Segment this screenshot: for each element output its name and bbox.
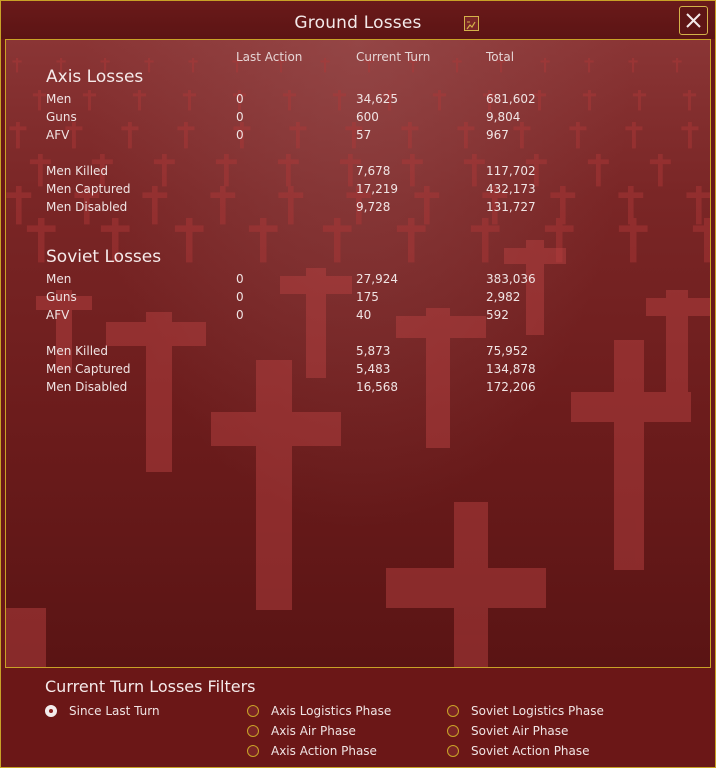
filters-panel: [5, 668, 711, 763]
current-turn-value: 7,678: [356, 164, 391, 178]
title-bar: [1, 1, 715, 39]
row-label: Men Disabled: [46, 200, 128, 214]
row-label: AFV: [46, 128, 70, 142]
map-icon: [464, 16, 479, 31]
row-label: AFV: [46, 308, 70, 322]
total-value: 172,206: [486, 380, 536, 394]
current-turn-value: 17,219: [356, 182, 398, 196]
total-value: 131,727: [486, 200, 536, 214]
table-row: [6, 92, 706, 110]
radio-button[interactable]: [247, 705, 259, 717]
column-header-current-turn: Current Turn: [356, 50, 431, 64]
window-title: Ground Losses: [294, 13, 422, 33]
table-row: [6, 380, 706, 398]
row-label: Men Captured: [46, 362, 131, 376]
close-icon: [685, 12, 702, 29]
total-value: 383,036: [486, 272, 536, 286]
filter-option-label: Soviet Air Phase: [471, 724, 569, 738]
current-turn-value: 34,625: [356, 92, 398, 106]
row-label: Men: [46, 92, 72, 106]
table-row: [6, 164, 706, 182]
total-value: 967: [486, 128, 509, 142]
total-value: 681,602: [486, 92, 536, 106]
table-row: [6, 182, 706, 200]
current-turn-value: 27,924: [356, 272, 398, 286]
table-row: [6, 290, 706, 308]
current-turn-value: 16,568: [356, 380, 398, 394]
table-row: [6, 110, 706, 128]
radio-button[interactable]: [45, 705, 57, 717]
losses-panel: [5, 39, 711, 668]
table-row: [6, 272, 706, 290]
row-label: Men: [46, 272, 72, 286]
filter-option-label: Soviet Action Phase: [471, 744, 590, 758]
current-turn-value: 600: [356, 110, 379, 124]
last-action-value: 0: [236, 290, 244, 304]
radio-button[interactable]: [447, 705, 459, 717]
column-header-last-action: Last Action: [236, 50, 303, 64]
row-label: Guns: [46, 110, 77, 124]
current-turn-value: 175: [356, 290, 379, 304]
table-row: [6, 362, 706, 380]
last-action-value: 0: [236, 308, 244, 322]
column-header-total: Total: [486, 50, 515, 64]
filter-option-label: Soviet Logistics Phase: [471, 704, 604, 718]
filter-option-label: Axis Logistics Phase: [271, 704, 392, 718]
row-label: Men Killed: [46, 164, 109, 178]
total-value: 432,173: [486, 182, 536, 196]
radio-button[interactable]: [447, 745, 459, 757]
table-row: [6, 308, 706, 326]
filters-title: Current Turn Losses Filters: [45, 677, 256, 696]
radio-button[interactable]: [247, 745, 259, 757]
row-label: Men Captured: [46, 182, 131, 196]
row-label: Men Disabled: [46, 380, 128, 394]
last-action-value: 0: [236, 272, 244, 286]
table-row: [6, 344, 706, 362]
last-action-value: 0: [236, 128, 244, 142]
radio-button[interactable]: [247, 725, 259, 737]
current-turn-value: 57: [356, 128, 372, 142]
total-value: 75,952: [486, 344, 528, 358]
row-label: Men Killed: [46, 344, 109, 358]
total-value: 134,878: [486, 362, 536, 376]
table-row: [6, 200, 706, 218]
current-turn-value: 40: [356, 308, 372, 322]
total-value: 117,702: [486, 164, 536, 178]
table-row: [6, 128, 706, 146]
last-action-value: 0: [236, 110, 244, 124]
filter-option-label: Axis Air Phase: [271, 724, 356, 738]
last-action-value: 0: [236, 92, 244, 106]
close-button[interactable]: [679, 6, 708, 35]
current-turn-value: 5,873: [356, 344, 391, 358]
total-value: 9,804: [486, 110, 521, 124]
radio-button[interactable]: [447, 725, 459, 737]
current-turn-value: 5,483: [356, 362, 391, 376]
filter-option-label: Since Last Turn: [69, 704, 160, 718]
total-value: 592: [486, 308, 509, 322]
row-label: Guns: [46, 290, 77, 304]
current-turn-value: 9,728: [356, 200, 391, 214]
soviet-losses-title: Soviet Losses: [46, 247, 162, 267]
total-value: 2,982: [486, 290, 521, 304]
filter-option-label: Axis Action Phase: [271, 744, 377, 758]
axis-losses-title: Axis Losses: [46, 67, 144, 87]
